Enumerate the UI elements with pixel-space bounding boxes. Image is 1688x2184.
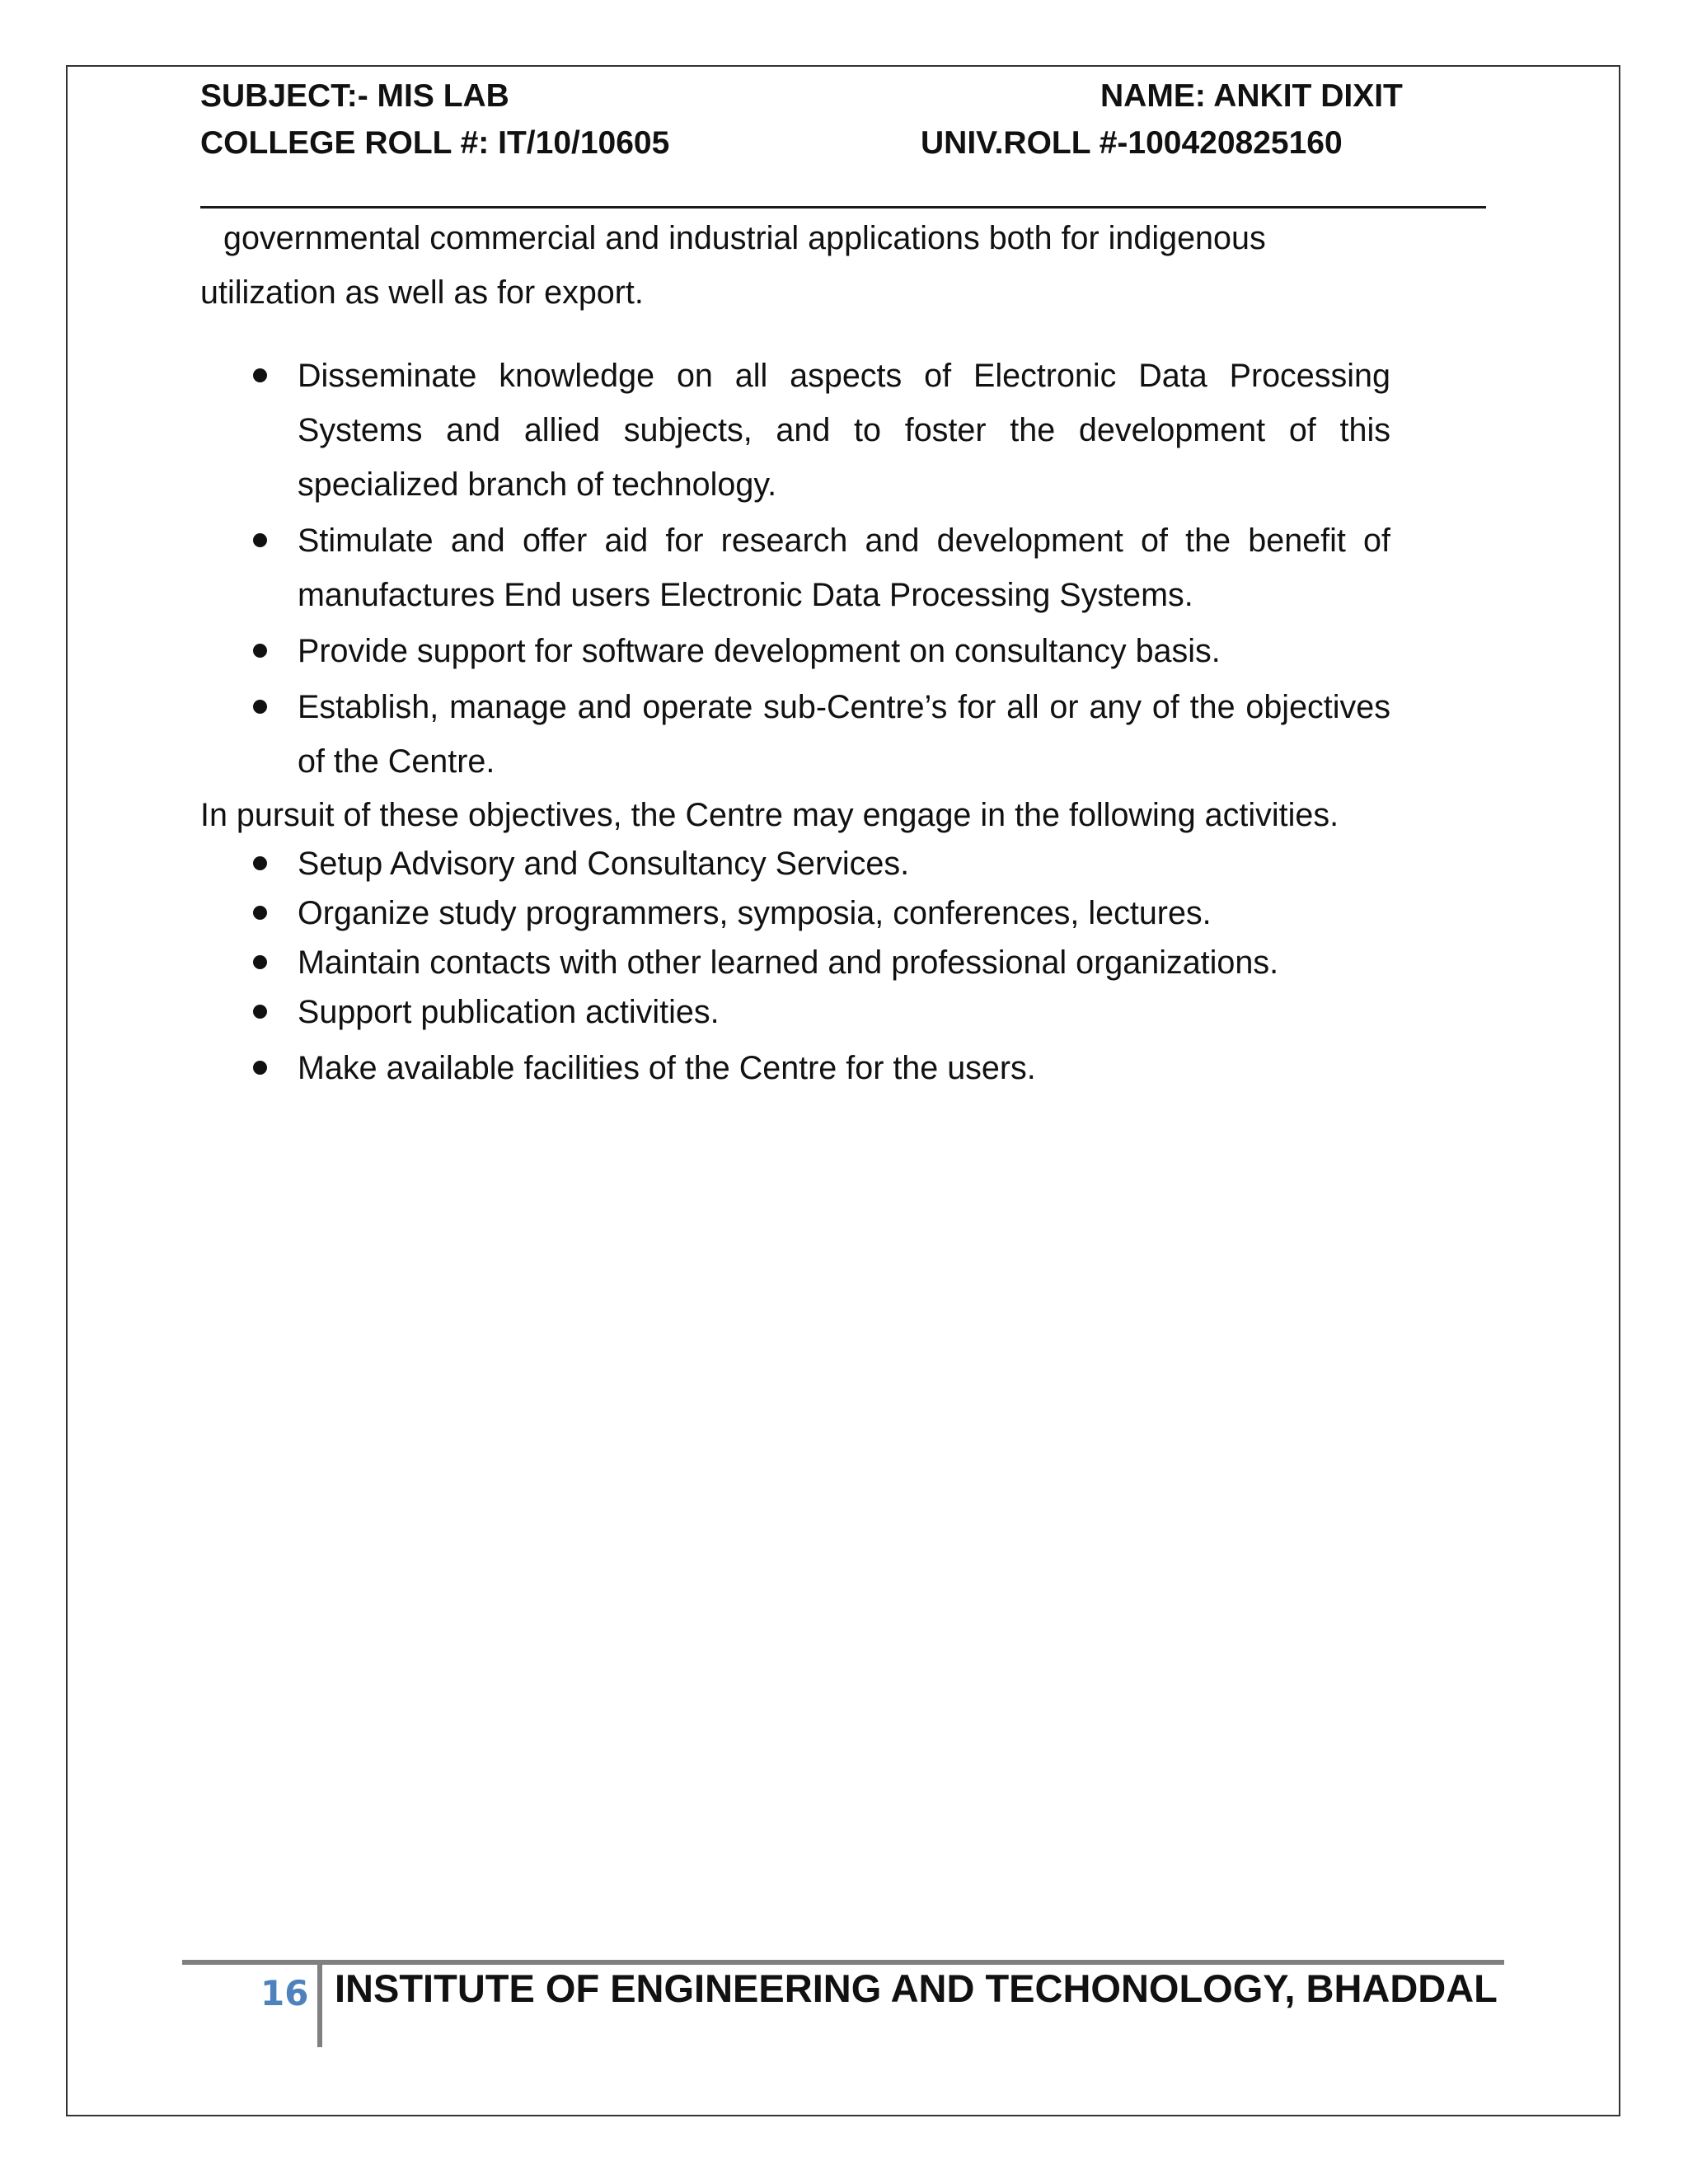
objective-text: Provide support for software development on consultancy basis. <box>298 633 1221 669</box>
intro-line-2: utilization as well as for export. <box>200 274 644 311</box>
list-item <box>200 888 1278 938</box>
activity-text: Organize study programmers, symposia, conferences, lectures. <box>298 895 1212 931</box>
list-item <box>200 513 1390 622</box>
header-divider <box>200 206 1486 209</box>
institute-name: INSTITUTE OF ENGINEERING AND TECHONOLOGY, BHADDAL <box>335 1966 1498 2010</box>
footer-separator <box>317 1965 322 2047</box>
list-item <box>200 349 1390 512</box>
list-item <box>200 839 1278 888</box>
page-number: 16 <box>260 1973 309 2013</box>
list-item <box>200 987 1278 1037</box>
bullet-icon <box>253 856 267 870</box>
bullet-icon <box>253 533 267 547</box>
bullet-icon <box>253 368 267 382</box>
activity-text: Setup Advisory and Consultancy Services. <box>298 846 910 882</box>
objective-text: Establish, manage and operate sub-Centre’s for all or any of the objectives of the Centre. <box>298 689 1390 780</box>
bullet-icon <box>253 1005 267 1019</box>
objectives-list <box>200 349 1390 789</box>
student-name: NAME: ANKIT DIXIT <box>1100 78 1403 114</box>
activities-intro: In pursuit of these objectives, the Centre may engage in the following activities. <box>200 797 1339 833</box>
bullet-icon <box>253 700 267 714</box>
list-item <box>200 938 1278 987</box>
list-item <box>200 680 1390 789</box>
bullet-icon <box>253 1061 267 1075</box>
intro-line-1: governmental commercial and industrial applications both for indigenous <box>223 220 1266 256</box>
college-roll: COLLEGE ROLL #: IT/10/10605 <box>200 125 670 161</box>
activities-list <box>200 839 1278 1093</box>
list-item <box>200 624 1390 678</box>
activity-text: Support publication activities. <box>298 994 720 1030</box>
bullet-icon <box>253 955 267 969</box>
objective-text: Disseminate knowledge on all aspects of Electronic Data Processing Systems and allied subjects, and to foster the development of this specialized branch of technology. <box>298 358 1390 503</box>
univ-roll: UNIV.ROLL #-100420825160 <box>921 125 1343 161</box>
list-item <box>200 1043 1278 1093</box>
objective-text: Stimulate and offer aid for research and development of the benefit of manufactures End users Electronic Data Processing Systems. <box>298 523 1390 613</box>
activity-text: Make available facilities of the Centre for the users. <box>298 1050 1036 1086</box>
bullet-icon <box>253 906 267 920</box>
activity-text: Maintain contacts with other learned and professional organizations. <box>298 944 1279 981</box>
footer-divider <box>182 1960 1504 1965</box>
bullet-icon <box>253 644 267 658</box>
subject-label: SUBJECT:- MIS LAB <box>200 78 509 114</box>
